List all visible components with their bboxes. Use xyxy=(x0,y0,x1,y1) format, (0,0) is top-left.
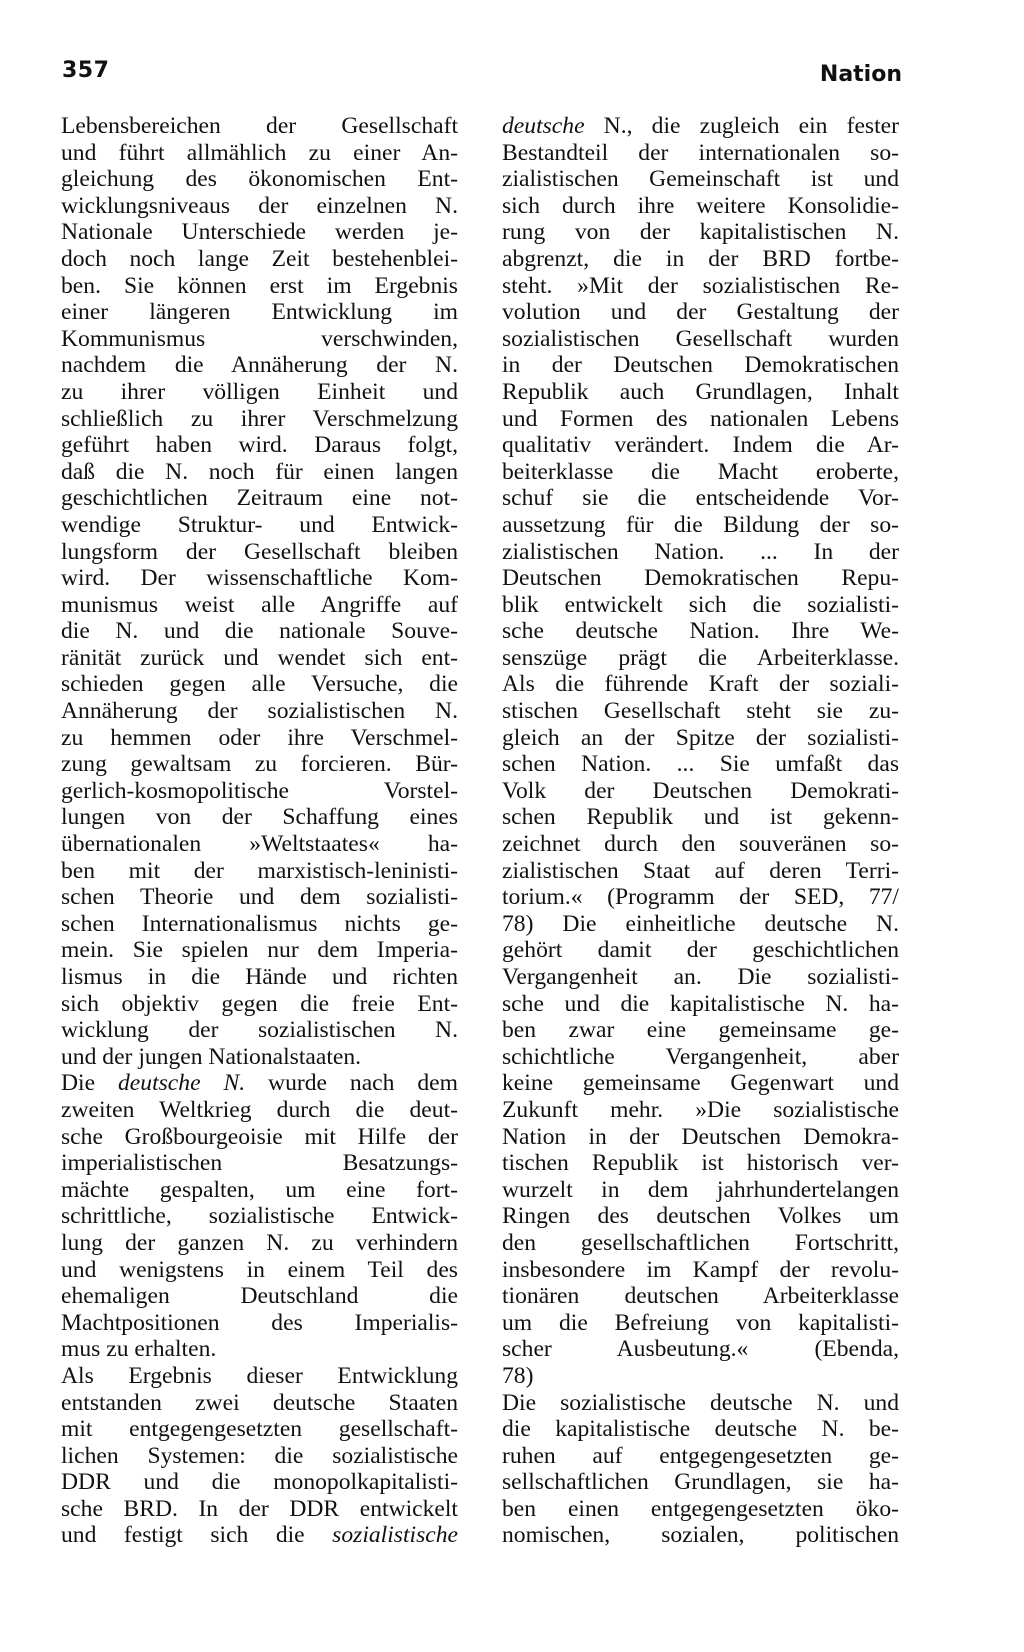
text-line: sich durch ihre weitere Konsolidie- xyxy=(502,192,899,219)
text-line: gehört damit der geschichtlichen xyxy=(502,937,899,964)
text-line: und führt allmählich zu einer An- xyxy=(61,139,458,166)
text-line: schen Republik und ist gekenn- xyxy=(502,804,899,831)
text-line: torium.« (Programm der SED, 77/ xyxy=(502,884,899,911)
text-line: steht. »Mit der sozialistischen Re- xyxy=(502,272,899,299)
text-line: deutsche N., die zugleich ein fester xyxy=(502,113,899,139)
text-line: Zukunft mehr. »Die sozialistische xyxy=(502,1096,899,1123)
text-line: Die deutsche N. wurde nach dem xyxy=(61,1070,458,1097)
text-line: und Formen des nationalen Lebens xyxy=(502,405,899,432)
text-line: Kommunismus verschwinden, xyxy=(61,325,458,352)
text-line: lismus in die Hände und richten xyxy=(61,964,458,990)
text-line: zialistischen Nation. ... In der xyxy=(502,538,899,565)
text-line: tionären deutschen Arbeiterklasse xyxy=(502,1283,899,1310)
text-line: schen Theorie und dem sozialisti- xyxy=(61,884,458,911)
text-line: einer längeren Entwicklung im xyxy=(61,299,458,326)
text-line: keine gemeinsame Gegenwart und xyxy=(502,1070,899,1097)
text-line: sche und die kapitalistische N. ha- xyxy=(502,990,899,1017)
text-line: 78) Die einheitliche deutsche N. xyxy=(502,910,899,937)
text-column-right xyxy=(502,113,899,1549)
text-line: mit entgegengesetzten gesellschaft- xyxy=(61,1416,458,1443)
text-line: senszüge prägt die Arbeiterklasse. xyxy=(502,644,899,671)
text-line: sche deutsche Nation. Ihre We- xyxy=(502,618,899,645)
text-line: Republik auch Grundlagen, Inhalt xyxy=(502,378,899,405)
text-line: Annäherung der sozialistischen N. xyxy=(61,698,458,725)
text-line: ruhen auf entgegengesetzten ge- xyxy=(502,1442,899,1469)
text-line: Als die führende Kraft der soziali- xyxy=(502,671,899,698)
running-head: Nation xyxy=(819,62,902,87)
text-line: Die sozialistische deutsche N. und xyxy=(502,1389,899,1416)
text-line: volution und der Gestaltung der xyxy=(502,299,899,326)
text-line: qualitativ verändert. Indem die Ar- xyxy=(502,432,899,459)
text-line: zialistischen Staat auf deren Terri- xyxy=(502,857,899,884)
text-line: doch noch lange Zeit bestehenblei- xyxy=(61,245,458,272)
text-line: wicklung der sozialistischen N. xyxy=(61,1017,458,1044)
text-line: sich objektiv gegen die freie Ent- xyxy=(61,990,458,1017)
text-line: 78) xyxy=(502,1362,534,1389)
text-line: übernationalen »Weltstaates« ha- xyxy=(61,831,458,858)
text-line: munismus weist alle Angriffe auf xyxy=(61,591,458,618)
text-line: wicklungsniveaus der einzelnen N. xyxy=(61,192,458,219)
text-line: geschichtlichen Zeitraum eine not- xyxy=(61,485,458,512)
text-line: abgrenzt, die in der BRD fortbe- xyxy=(502,245,899,272)
text-line: Volk der Deutschen Demokrati- xyxy=(502,777,899,804)
text-line: lichen Systemen: die sozialistische xyxy=(61,1442,458,1469)
text-line: Lebensbereichen der Gesellschaft xyxy=(61,113,458,139)
text-line: mus zu erhalten. xyxy=(61,1336,217,1363)
text-line: stischen Gesellschaft steht sie zu- xyxy=(502,698,899,725)
text-line: zialistischen Gemeinschaft ist und xyxy=(502,166,899,193)
text-line: nachdem die Annäherung der N. xyxy=(61,352,458,379)
text-line: um die Befreiung von kapitalisti- xyxy=(502,1309,899,1336)
text-line: beiterklasse die Macht eroberte, xyxy=(502,458,899,485)
text-line: sche Großbourgeoisie mit Hilfe der xyxy=(61,1123,458,1150)
text-line: Bestandteil der internationalen so- xyxy=(502,139,899,166)
page-number: 357 xyxy=(62,58,110,83)
text-line: Ringen des deutschen Volkes um xyxy=(502,1203,899,1230)
text-line: gleich an der Spitze der sozialisti- xyxy=(502,724,899,751)
text-line: gerlich-kosmopolitische Vorstel- xyxy=(61,777,458,804)
text-line: zung gewaltsam zu forcieren. Bür- xyxy=(61,751,458,778)
text-line: tischen Republik ist historisch ver- xyxy=(502,1150,899,1177)
text-line: schrittliche, sozialistische Entwick- xyxy=(61,1203,458,1230)
text-line: sche BRD. In der DDR entwickelt xyxy=(61,1495,458,1522)
text-line: und festigt sich die sozialistische xyxy=(61,1522,458,1549)
text-line: ben. Sie können erst im Ergebnis xyxy=(61,272,458,299)
text-line: Nation in der Deutschen Demokra- xyxy=(502,1123,899,1150)
text-line: lungsform der Gesellschaft bleiben xyxy=(61,538,458,565)
text-line: sozialistischen Gesellschaft wurden xyxy=(502,325,899,352)
text-line: Nationale Unterschiede werden je- xyxy=(61,219,458,246)
text-line: ben einen entgegengesetzten öko- xyxy=(502,1495,899,1522)
text-line: schieden gegen alle Versuche, die xyxy=(61,671,458,698)
text-line: in der Deutschen Demokratischen xyxy=(502,352,899,379)
text-line: mein. Sie spielen nur dem Imperia- xyxy=(61,937,458,964)
text-line: lungen von der Schaffung eines xyxy=(61,804,458,831)
text-line: imperialistischen Besatzungs- xyxy=(61,1150,458,1177)
text-column-left xyxy=(61,113,458,1549)
text-line: rung von der kapitalistischen N. xyxy=(502,219,899,246)
text-line: insbesondere im Kampf der revolu- xyxy=(502,1256,899,1283)
text-line: wird. Der wissenschaftliche Kom- xyxy=(61,565,458,592)
text-line: blik entwickelt sich die sozialisti- xyxy=(502,591,899,618)
text-line: Vergangenheit an. Die sozialisti- xyxy=(502,964,899,990)
text-line: geführt haben wird. Daraus folgt, xyxy=(61,432,458,459)
text-line: die kapitalistische deutsche N. be- xyxy=(502,1416,899,1443)
text-line: entstanden zwei deutsche Staaten xyxy=(61,1389,458,1416)
text-line: zu hemmen oder ihre Verschmel- xyxy=(61,724,458,751)
text-line: den gesellschaftlichen Fortschritt, xyxy=(502,1229,899,1256)
text-line: Deutschen Demokratischen Repu- xyxy=(502,565,899,592)
text-line: ehemaligen Deutschland die xyxy=(61,1283,458,1310)
text-line: aussetzung für die Bildung der so- xyxy=(502,511,899,538)
text-line: scher Ausbeutung.« (Ebenda, xyxy=(502,1336,899,1363)
text-line: wendige Struktur- und Entwick- xyxy=(61,511,458,538)
text-line: Machtpositionen des Imperialis- xyxy=(61,1309,458,1336)
text-line: ben zwar eine gemeinsame ge- xyxy=(502,1017,899,1044)
text-line: zu ihrer völligen Einheit und xyxy=(61,378,458,405)
text-line: schuf sie die entscheidende Vor- xyxy=(502,485,899,512)
text-line: und wenigstens in einem Teil des xyxy=(61,1256,458,1283)
text-line: zweiten Weltkrieg durch die deut- xyxy=(61,1096,458,1123)
text-line: ränität zurück und wendet sich ent- xyxy=(61,644,458,671)
text-line: sellschaftlichen Grundlagen, sie ha- xyxy=(502,1469,899,1496)
text-line: daß die N. noch für einen langen xyxy=(61,458,458,485)
text-line: lung der ganzen N. zu verhindern xyxy=(61,1229,458,1256)
text-line: Als Ergebnis dieser Entwicklung xyxy=(61,1362,458,1389)
text-line: die N. und die nationale Souve- xyxy=(61,618,458,645)
text-line: mächte gespalten, um eine fort- xyxy=(61,1176,458,1203)
text-line: schließlich zu ihrer Verschmelzung xyxy=(61,405,458,432)
text-line: gleichung des ökonomischen Ent- xyxy=(61,166,458,193)
text-line: zeichnet durch den souveränen so- xyxy=(502,831,899,858)
text-line: schen Nation. ... Sie umfaßt das xyxy=(502,751,899,778)
text-line: und der jungen Nationalstaaten. xyxy=(61,1043,362,1070)
text-line: ben mit der marxistisch-leninisti- xyxy=(61,857,458,884)
text-line: DDR und die monopolkapitalisti- xyxy=(61,1469,458,1496)
text-line: wurzelt in dem jahrhundertelangen xyxy=(502,1176,899,1203)
text-line: nomischen, sozialen, politischen xyxy=(502,1522,899,1549)
text-line: schichtliche Vergangenheit, aber xyxy=(502,1043,899,1070)
text-line: schen Internationalismus nichts ge- xyxy=(61,910,458,937)
